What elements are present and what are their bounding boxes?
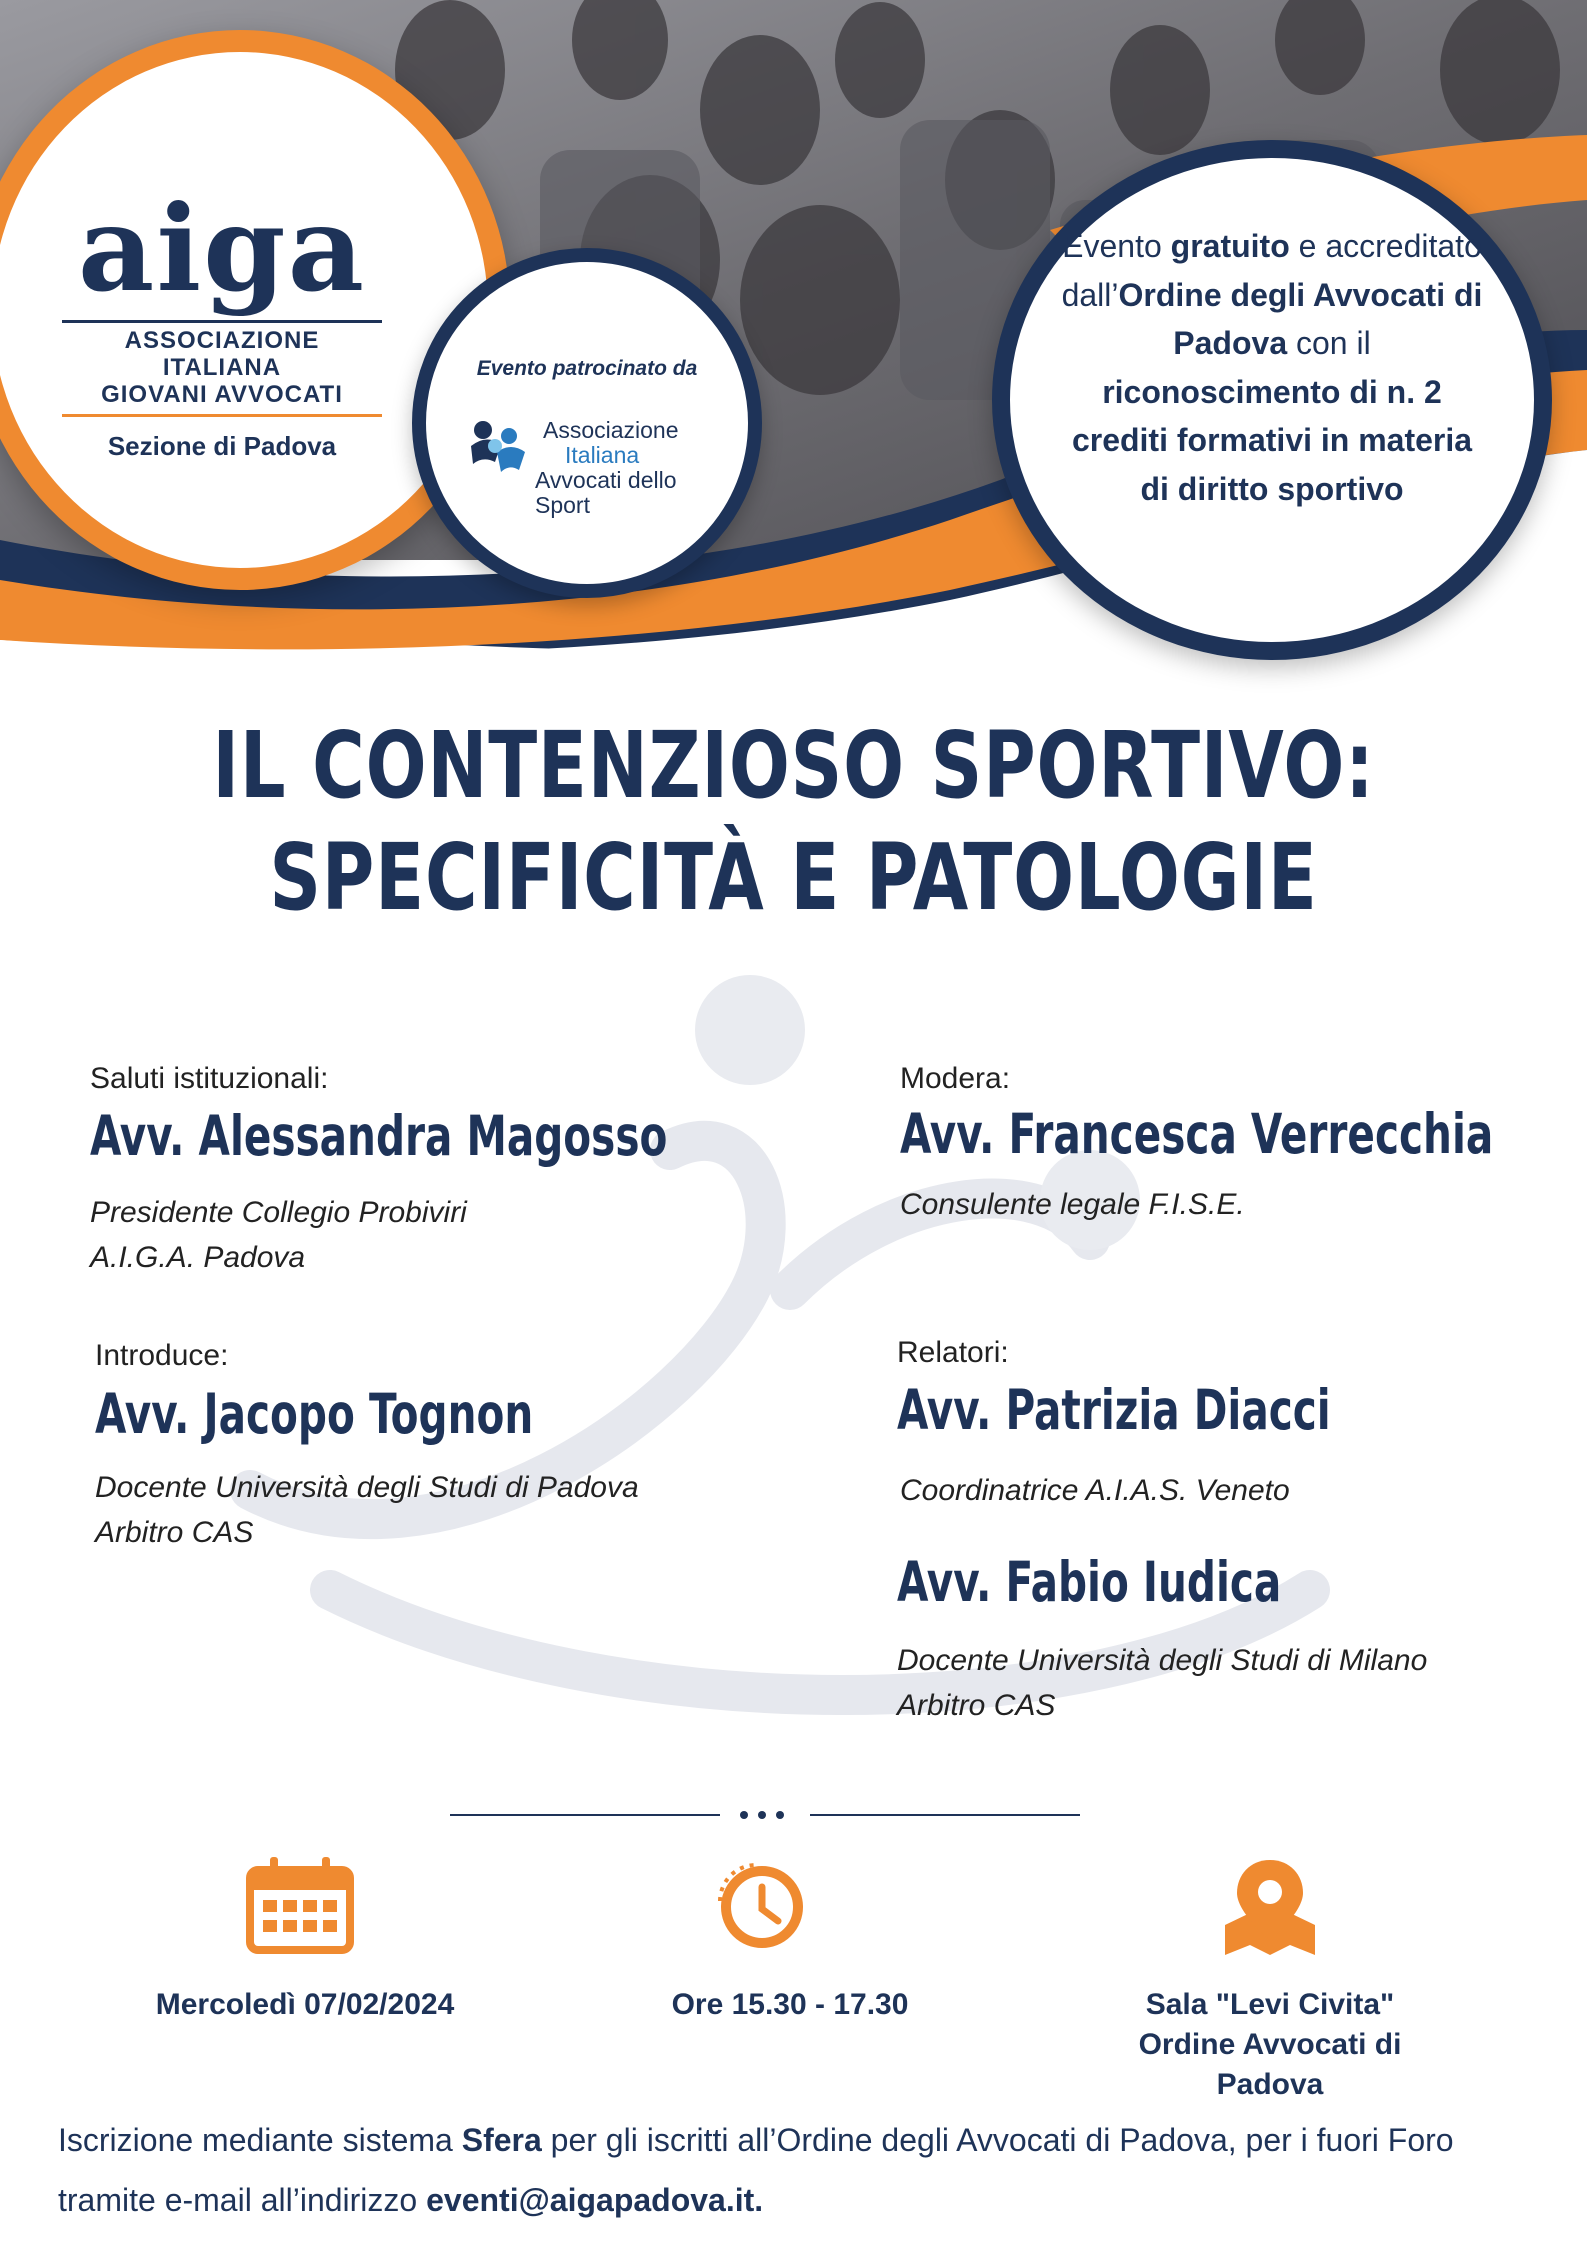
- patronage-title: Evento patrocinato da: [476, 357, 698, 380]
- role-modera: Modera:: [900, 1062, 1011, 1095]
- speaker-name-tognon: Avv. Jacopo Tognon: [95, 1382, 534, 1446]
- logo-line1: ASSOCIAZIONE ITALIANA: [124, 327, 320, 381]
- calendar-icon: [245, 1855, 355, 1955]
- aias-line1: Associazione: [543, 417, 679, 443]
- speaker-name-diacci: Avv. Patrizia Diacci: [897, 1378, 1331, 1442]
- logo-section: Sezione di Padova: [107, 431, 337, 461]
- aias-line3: Avvocati dello Sport: [535, 467, 677, 518]
- speaker-name-verrecchia: Avv. Francesca Verrecchia: [900, 1102, 1494, 1166]
- speaker-name-magosso: Avv. Alessandra Magosso: [90, 1104, 668, 1168]
- speaker-desc-iudica-1: Docente Università degli Studi di Milano: [897, 1644, 1428, 1677]
- event-place: [1040, 1985, 1500, 2105]
- info-text-2: e accreditato dall’: [1061, 228, 1482, 313]
- event-time: Ore 15.30 - 17.30: [671, 1988, 909, 2021]
- aias-figures-icon: [461, 412, 541, 492]
- event-title: [175, 710, 1413, 934]
- info-bold-2: Ordine degli Avvocati di Padova: [1118, 276, 1483, 361]
- info-bold-1: gratuito: [1170, 228, 1290, 264]
- logo-rule: [62, 320, 382, 323]
- footer-email-link[interactable]: eventi@aigapadova.it.: [426, 2182, 764, 2218]
- role-saluti: Saluti istituzionali:: [90, 1062, 329, 1095]
- location-pin-icon: [1215, 1855, 1325, 1960]
- clock-icon: [712, 1857, 812, 1957]
- event-place-line3: Padova: [1216, 2068, 1324, 2101]
- footer-text-2: per gli iscritti all’Ordine degli Avvocati di Padova, per i fuori Foro tramite e-mail all’indirizzo: [58, 2122, 1454, 2218]
- footer-text-1: Iscrizione mediante sistema: [58, 2122, 462, 2158]
- accreditation-badge: [992, 140, 1552, 660]
- aias-line2: Italiana: [565, 442, 640, 468]
- speaker-desc-iudica-2: Arbitro CAS: [897, 1689, 1056, 1722]
- logo-rule-orange: [62, 414, 382, 417]
- registration-note: [58, 2110, 1547, 2230]
- info-text-3: con il: [1287, 325, 1371, 361]
- info-text-1: Evento: [1062, 228, 1171, 264]
- event-place-line2: Ordine Avvocati di: [1138, 2028, 1402, 2061]
- accreditation-text: [1060, 222, 1484, 513]
- patronage-badge: [412, 248, 762, 598]
- aias-logo: [461, 412, 731, 518]
- section-divider: [450, 1810, 1080, 1820]
- logo-word: aiga: [77, 179, 367, 318]
- speaker-desc-tognon-1: Docente Università degli Studi di Padova: [95, 1471, 639, 1504]
- logo-line2: GIOVANI AVVOCATI: [101, 381, 343, 408]
- info-bold-3: riconoscimento di n. 2 crediti formativi in materia di diritto sportivo: [1071, 373, 1473, 507]
- speaker-desc-diacci: Coordinatrice A.I.A.S. Veneto: [900, 1474, 1290, 1507]
- speaker-desc-magosso-2: A.I.G.A. Padova: [90, 1241, 306, 1274]
- speaker-name-iudica: Avv. Fabio Iudica: [897, 1550, 1282, 1614]
- footer-bold-sfera: Sfera: [461, 2122, 542, 2158]
- title-line2: SPECIFICITÀ E PATOLOGIE: [269, 824, 1318, 931]
- speaker-desc-verrecchia: Consulente legale F.I.S.E.: [900, 1188, 1245, 1221]
- aias-text: [535, 417, 731, 518]
- aiga-logo: [62, 179, 382, 462]
- title-line1: IL CONTENZIOSO SPORTIVO:: [212, 712, 1375, 819]
- speaker-desc-tognon-2: Arbitro CAS: [95, 1516, 254, 1549]
- event-place-line1: Sala "Levi Civita": [1145, 1988, 1395, 2021]
- role-relatori: Relatori:: [897, 1336, 1009, 1369]
- speaker-desc-magosso-1: Presidente Collegio Probiviri: [90, 1196, 467, 1229]
- event-date: Mercoledì 07/02/2024: [155, 1988, 455, 2021]
- role-introduce: Introduce:: [95, 1339, 229, 1372]
